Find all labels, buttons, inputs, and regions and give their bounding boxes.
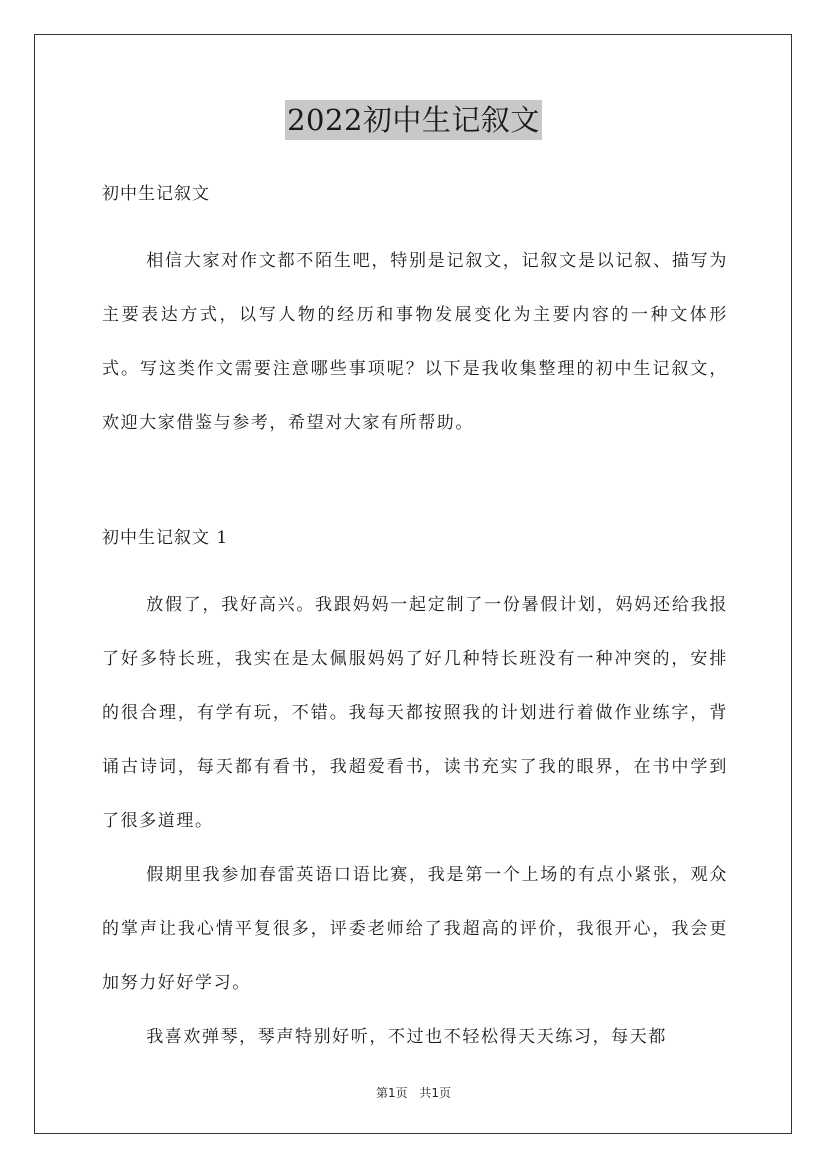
document-body	[102, 172, 728, 1064]
document-title: 2022初中生记叙文	[285, 100, 542, 140]
page-total: 共1页	[419, 1086, 452, 1100]
page-footer	[0, 1084, 827, 1101]
spacer	[102, 560, 728, 578]
spacer	[102, 450, 728, 516]
essay-paragraph-2: 假期里我参加春雷英语口语比赛，我是第一个上场的有点小紧张，观众的掌声让我心情平复很多，评委老师给了我超高的评价，我很开心，我会更加努力好好学习。	[102, 865, 728, 993]
intro-paragraph: 相信大家对作文都不陌生吧，特别是记叙文，记叙文是以记叙、描写为主要表达方式，以写人物的经历和事物发展变化为主要内容的一种文体形式。写这类作文需要注意哪些事项呢？以下是我收集整理的初中生记叙文，欢迎大家借鉴与参考，希望对大家有所帮助。	[102, 251, 728, 433]
essay-paragraph-1: 放假了，我好高兴。我跟妈妈一起定制了一份暑假计划，妈妈还给我报了好多特长班，我实在是太佩服妈妈了好几种特长班没有一种冲突的，安排的很合理，有学有玩，不错。我每天都按照我的计划进行着做作业练字，背诵古诗词，每天都有看书，我超爱看书，读书充实了我的眼界，在书中学到了很多道理。	[102, 595, 728, 831]
document-title-block	[0, 100, 827, 140]
page-number: 第1页	[375, 1086, 408, 1100]
essay-paragraph-3: 我喜欢弹琴，琴声特别好听，不过也不轻松得天天练习，每天都	[146, 1027, 667, 1047]
intro-heading: 初中生记叙文	[102, 184, 210, 204]
essay-heading: 初中生记叙文 1	[102, 528, 229, 548]
spacer	[102, 216, 728, 234]
